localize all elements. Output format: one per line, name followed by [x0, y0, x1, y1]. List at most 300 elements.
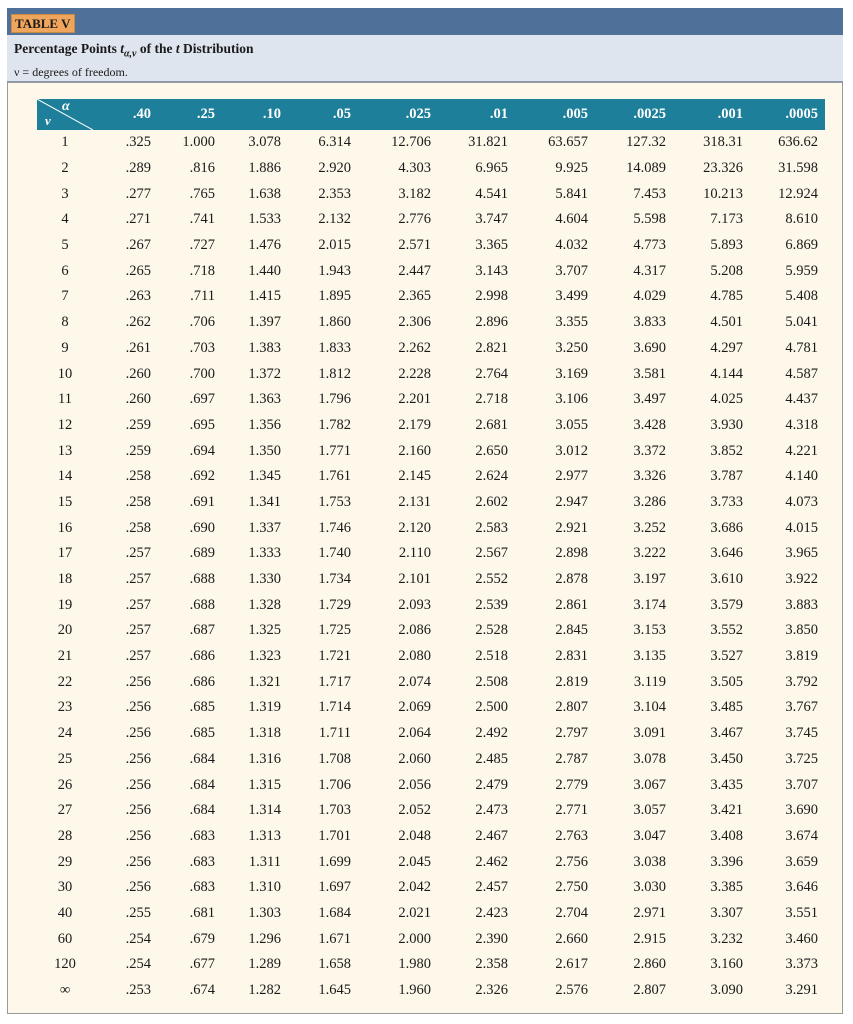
value-cell: 2.704: [555, 904, 588, 921]
value-cell: 3.690: [785, 802, 818, 819]
value-cell: .325: [125, 134, 151, 151]
value-cell: 3.372: [633, 442, 666, 459]
value-cell: 2.423: [475, 904, 508, 921]
value-cell: 636.62: [778, 134, 818, 151]
value-cell: 1.303: [248, 904, 281, 921]
value-cell: .703: [189, 339, 215, 356]
table-row: [37, 669, 825, 695]
value-cell: .260: [125, 391, 151, 408]
caption-title-mid: of the: [136, 41, 176, 56]
value-cell: 1.372: [248, 365, 281, 382]
value-cell: 3.104: [633, 699, 666, 716]
value-cell: .674: [189, 982, 215, 999]
value-cell: .257: [125, 571, 151, 588]
df-cell: 10: [57, 365, 73, 382]
df-cell: 17: [57, 545, 73, 562]
column-header: .05: [288, 99, 358, 130]
value-cell: .257: [125, 648, 151, 665]
value-cell: 2.998: [475, 288, 508, 305]
df-cell: 21: [57, 648, 73, 665]
value-cell: 3.499: [555, 288, 588, 305]
value-cell: 1.708: [318, 750, 351, 767]
value-cell: 1.289: [248, 956, 281, 973]
df-cell: 12: [57, 416, 73, 433]
value-cell: .256: [125, 673, 151, 690]
value-cell: 3.965: [785, 545, 818, 562]
value-cell: 1.313: [248, 827, 281, 844]
value-cell: .700: [189, 365, 215, 382]
df-cell: 14: [57, 468, 73, 485]
value-cell: .685: [189, 725, 215, 742]
value-cell: 1.638: [248, 185, 281, 202]
value-cell: 3.552: [710, 622, 743, 639]
value-cell: 3.659: [785, 853, 818, 870]
table-row: [37, 952, 825, 978]
value-cell: 2.131: [398, 493, 431, 510]
value-cell: 2.390: [475, 930, 508, 947]
table-row: [37, 849, 825, 875]
value-cell: 3.690: [633, 339, 666, 356]
value-cell: 3.174: [633, 596, 666, 613]
value-cell: 3.745: [785, 725, 818, 742]
value-cell: .691: [189, 493, 215, 510]
value-cell: 1.706: [318, 776, 351, 793]
header-bar: [7, 8, 843, 35]
value-cell: 4.587: [785, 365, 818, 382]
value-cell: 3.250: [555, 339, 588, 356]
df-cell: 19: [57, 596, 73, 613]
value-cell: .694: [189, 442, 215, 459]
value-cell: .254: [125, 930, 151, 947]
value-cell: 8.610: [785, 211, 818, 228]
value-cell: 1.711: [318, 725, 351, 742]
value-cell: 1.714: [318, 699, 351, 716]
column-header: .025: [358, 99, 438, 130]
table-row: [37, 798, 825, 824]
table-row: [37, 336, 825, 362]
value-cell: 3.057: [633, 802, 666, 819]
value-cell: 3.819: [785, 648, 818, 665]
table-row: [37, 901, 825, 927]
value-cell: 5.841: [555, 185, 588, 202]
value-cell: 4.785: [710, 288, 743, 305]
value-cell: 2.518: [475, 648, 508, 665]
table-row: [37, 567, 825, 593]
value-cell: 4.073: [785, 493, 818, 510]
value-cell: 3.852: [710, 442, 743, 459]
value-cell: 2.485: [475, 750, 508, 767]
value-cell: 4.317: [633, 262, 666, 279]
value-cell: 2.080: [398, 648, 431, 665]
value-cell: 2.807: [555, 699, 588, 716]
value-cell: .687: [189, 622, 215, 639]
value-cell: 3.291: [785, 982, 818, 999]
value-cell: 4.437: [785, 391, 818, 408]
value-cell: 2.681: [475, 416, 508, 433]
value-cell: 2.571: [398, 237, 431, 254]
value-cell: 1.321: [248, 673, 281, 690]
value-cell: 4.303: [398, 160, 431, 177]
table-row: [37, 592, 825, 618]
value-cell: 2.262: [398, 339, 431, 356]
df-cell: 1: [61, 134, 69, 151]
table-row: [37, 618, 825, 644]
value-cell: 3.385: [710, 879, 743, 896]
value-cell: .683: [189, 879, 215, 896]
value-cell: 2.093: [398, 596, 431, 613]
df-cell: 30: [57, 879, 73, 896]
value-cell: 1.383: [248, 339, 281, 356]
value-cell: 2.807: [633, 982, 666, 999]
value-cell: .289: [125, 160, 151, 177]
value-cell: 3.787: [710, 468, 743, 485]
value-cell: 3.579: [710, 596, 743, 613]
value-cell: .256: [125, 725, 151, 742]
value-cell: 4.773: [633, 237, 666, 254]
table-row: [37, 926, 825, 952]
value-cell: 3.833: [633, 314, 666, 331]
value-cell: 2.064: [398, 725, 431, 742]
value-cell: 3.930: [710, 416, 743, 433]
value-cell: 2.120: [398, 519, 431, 536]
value-cell: 1.333: [248, 545, 281, 562]
value-cell: 2.947: [555, 493, 588, 510]
column-header: .0025: [595, 99, 673, 130]
value-cell: 1.684: [318, 904, 351, 921]
column-header: .001: [673, 99, 750, 130]
value-cell: 2.056: [398, 776, 431, 793]
value-cell: .688: [189, 571, 215, 588]
value-cell: 2.567: [475, 545, 508, 562]
table-row: [37, 361, 825, 387]
value-cell: 6.965: [475, 160, 508, 177]
table-container: [7, 82, 843, 1014]
value-cell: 2.508: [475, 673, 508, 690]
table-row: [37, 875, 825, 901]
value-cell: 4.140: [785, 468, 818, 485]
value-cell: 3.030: [633, 879, 666, 896]
value-cell: 14.089: [626, 160, 666, 177]
value-cell: .265: [125, 262, 151, 279]
value-cell: .263: [125, 288, 151, 305]
df-cell: 9: [61, 339, 69, 356]
table-row: [37, 695, 825, 721]
value-cell: 5.893: [710, 237, 743, 254]
value-cell: 10.213: [703, 185, 743, 202]
value-cell: .258: [125, 493, 151, 510]
value-cell: 4.144: [710, 365, 743, 382]
df-cell: 15: [57, 493, 73, 510]
value-cell: 2.479: [475, 776, 508, 793]
value-cell: 1.282: [248, 982, 281, 999]
value-cell: 1.717: [318, 673, 351, 690]
value-cell: 1.345: [248, 468, 281, 485]
value-cell: 3.646: [785, 879, 818, 896]
value-cell: 2.353: [318, 185, 351, 202]
value-cell: 1.341: [248, 493, 281, 510]
value-cell: 1.314: [248, 802, 281, 819]
value-cell: 2.896: [475, 314, 508, 331]
value-cell: 3.143: [475, 262, 508, 279]
value-cell: 3.090: [710, 982, 743, 999]
caption-title-t: t: [120, 41, 124, 56]
value-cell: 2.756: [555, 853, 588, 870]
value-cell: 2.473: [475, 802, 508, 819]
value-cell: 1.796: [318, 391, 351, 408]
caption-title-sub: α,ν: [124, 48, 137, 60]
value-cell: 1.812: [318, 365, 351, 382]
table-row: [37, 772, 825, 798]
value-cell: 1.533: [248, 211, 281, 228]
table-row: [37, 130, 825, 156]
df-cell: 11: [58, 391, 72, 408]
value-cell: 1.296: [248, 930, 281, 947]
value-cell: 1.323: [248, 648, 281, 665]
table-row: [37, 233, 825, 259]
value-cell: 1.960: [398, 982, 431, 999]
value-cell: 3.527: [710, 648, 743, 665]
df-cell: 8: [61, 314, 69, 331]
value-cell: .684: [189, 802, 215, 819]
df-cell: 20: [57, 622, 73, 639]
value-cell: 127.32: [626, 134, 666, 151]
value-cell: 2.878: [555, 571, 588, 588]
value-cell: 2.819: [555, 673, 588, 690]
value-cell: 3.467: [710, 725, 743, 742]
value-cell: 1.980: [398, 956, 431, 973]
value-cell: 4.297: [710, 339, 743, 356]
value-cell: .684: [189, 776, 215, 793]
value-cell: 4.541: [475, 185, 508, 202]
value-cell: 4.029: [633, 288, 666, 305]
column-header: .25: [158, 99, 222, 130]
table-row: [37, 310, 825, 336]
df-cell: 29: [57, 853, 73, 870]
value-cell: .765: [189, 185, 215, 202]
value-cell: 1.753: [318, 493, 351, 510]
value-cell: 2.797: [555, 725, 588, 742]
table-row: [37, 438, 825, 464]
value-cell: .261: [125, 339, 151, 356]
df-cell: 6: [61, 262, 69, 279]
value-cell: 3.222: [633, 545, 666, 562]
value-cell: 2.920: [318, 160, 351, 177]
value-cell: 1.729: [318, 596, 351, 613]
value-cell: 1.319: [248, 699, 281, 716]
value-cell: 2.539: [475, 596, 508, 613]
value-cell: 1.703: [318, 802, 351, 819]
value-cell: 5.208: [710, 262, 743, 279]
value-cell: 2.500: [475, 699, 508, 716]
caption-title-post: Distribution: [179, 41, 254, 56]
value-cell: 1.310: [248, 879, 281, 896]
value-cell: 2.552: [475, 571, 508, 588]
value-cell: 3.091: [633, 725, 666, 742]
value-cell: 3.610: [710, 571, 743, 588]
value-cell: 2.776: [398, 211, 431, 228]
value-cell: 1.761: [318, 468, 351, 485]
value-cell: 3.232: [710, 930, 743, 947]
value-cell: 3.396: [710, 853, 743, 870]
df-cell: 26: [57, 776, 73, 793]
value-cell: 2.861: [555, 596, 588, 613]
value-cell: .260: [125, 365, 151, 382]
value-cell: .256: [125, 879, 151, 896]
table-row: [37, 644, 825, 670]
value-cell: 3.326: [633, 468, 666, 485]
value-cell: 2.179: [398, 416, 431, 433]
value-cell: 3.435: [710, 776, 743, 793]
value-cell: .256: [125, 802, 151, 819]
corner-alpha: α: [62, 99, 70, 114]
value-cell: 3.038: [633, 853, 666, 870]
value-cell: 1.315: [248, 776, 281, 793]
value-cell: 1.330: [248, 571, 281, 588]
value-cell: .695: [189, 416, 215, 433]
table-row: [37, 541, 825, 567]
value-cell: 2.624: [475, 468, 508, 485]
value-cell: .706: [189, 314, 215, 331]
value-cell: 3.252: [633, 519, 666, 536]
value-cell: 2.787: [555, 750, 588, 767]
value-cell: 1.350: [248, 442, 281, 459]
value-cell: 1.476: [248, 237, 281, 254]
value-cell: 5.408: [785, 288, 818, 305]
value-cell: 3.922: [785, 571, 818, 588]
df-cell: 3: [61, 185, 69, 202]
value-cell: 2.060: [398, 750, 431, 767]
value-cell: 7.173: [710, 211, 743, 228]
value-cell: 1.325: [248, 622, 281, 639]
value-cell: 3.182: [398, 185, 431, 202]
df-cell: 13: [57, 442, 73, 459]
value-cell: 1.415: [248, 288, 281, 305]
value-cell: 5.041: [785, 314, 818, 331]
value-cell: 2.764: [475, 365, 508, 382]
value-cell: 318.31: [703, 134, 743, 151]
table-row: [37, 156, 825, 182]
table-row: [37, 490, 825, 516]
table-body: [37, 130, 825, 1003]
value-cell: 2.750: [555, 879, 588, 896]
value-cell: .256: [125, 750, 151, 767]
value-cell: 6.314: [318, 134, 351, 151]
value-cell: 3.106: [555, 391, 588, 408]
value-cell: 9.925: [555, 160, 588, 177]
value-cell: 3.497: [633, 391, 666, 408]
value-cell: 1.782: [318, 416, 351, 433]
value-cell: 1.000: [182, 134, 215, 151]
df-cell: 2: [61, 160, 69, 177]
value-cell: 3.160: [710, 956, 743, 973]
value-cell: 2.447: [398, 262, 431, 279]
value-cell: 3.725: [785, 750, 818, 767]
value-cell: .262: [125, 314, 151, 331]
column-header: .40: [93, 99, 158, 130]
value-cell: 3.421: [710, 802, 743, 819]
value-cell: 1.886: [248, 160, 281, 177]
value-cell: 4.025: [710, 391, 743, 408]
value-cell: 4.604: [555, 211, 588, 228]
value-cell: 2.160: [398, 442, 431, 459]
value-cell: 2.898: [555, 545, 588, 562]
value-cell: 3.428: [633, 416, 666, 433]
value-cell: 2.074: [398, 673, 431, 690]
value-cell: 4.015: [785, 519, 818, 536]
value-cell: 2.326: [475, 982, 508, 999]
value-cell: 1.701: [318, 827, 351, 844]
caption: [7, 35, 843, 82]
value-cell: 3.055: [555, 416, 588, 433]
caption-title-pre: Percentage Points: [14, 41, 121, 56]
value-cell: 3.485: [710, 699, 743, 716]
value-cell: 6.869: [785, 237, 818, 254]
value-cell: 2.110: [398, 545, 431, 562]
value-cell: 3.078: [248, 134, 281, 151]
value-cell: .267: [125, 237, 151, 254]
value-cell: .741: [189, 211, 215, 228]
value-cell: .259: [125, 442, 151, 459]
table-row: [37, 515, 825, 541]
value-cell: 2.045: [398, 853, 431, 870]
value-cell: 2.845: [555, 622, 588, 639]
value-cell: .256: [125, 853, 151, 870]
value-cell: 1.725: [318, 622, 351, 639]
value-cell: 1.440: [248, 262, 281, 279]
value-cell: 2.365: [398, 288, 431, 305]
value-cell: 5.959: [785, 262, 818, 279]
value-cell: 1.697: [318, 879, 351, 896]
table-row: [37, 824, 825, 850]
value-cell: 4.032: [555, 237, 588, 254]
df-cell: 120: [54, 956, 76, 973]
value-cell: 2.467: [475, 827, 508, 844]
value-cell: 23.326: [703, 160, 743, 177]
value-cell: .253: [125, 982, 151, 999]
value-cell: .258: [125, 519, 151, 536]
value-cell: .690: [189, 519, 215, 536]
table-row: [37, 464, 825, 490]
value-cell: 2.042: [398, 879, 431, 896]
value-cell: 3.646: [710, 545, 743, 562]
value-cell: 1.740: [318, 545, 351, 562]
value-cell: .685: [189, 699, 215, 716]
value-cell: 3.674: [785, 827, 818, 844]
value-cell: 2.132: [318, 211, 351, 228]
column-header: .01: [438, 99, 515, 130]
df-cell: 7: [61, 288, 69, 305]
value-cell: 1.860: [318, 314, 351, 331]
value-cell: 2.718: [475, 391, 508, 408]
value-cell: 2.831: [555, 648, 588, 665]
table-row: [37, 747, 825, 773]
value-cell: 3.792: [785, 673, 818, 690]
df-cell: 18: [57, 571, 73, 588]
table-row: [37, 387, 825, 413]
value-cell: 2.228: [398, 365, 431, 382]
value-cell: 2.660: [555, 930, 588, 947]
value-cell: 4.221: [785, 442, 818, 459]
table-header-row: [37, 99, 825, 130]
value-cell: 31.598: [778, 160, 818, 177]
value-cell: 3.197: [633, 571, 666, 588]
value-cell: 3.365: [475, 237, 508, 254]
value-cell: .257: [125, 622, 151, 639]
value-cell: 2.069: [398, 699, 431, 716]
column-header: .0005: [750, 99, 825, 130]
value-cell: 1.771: [318, 442, 351, 459]
value-cell: 2.457: [475, 879, 508, 896]
